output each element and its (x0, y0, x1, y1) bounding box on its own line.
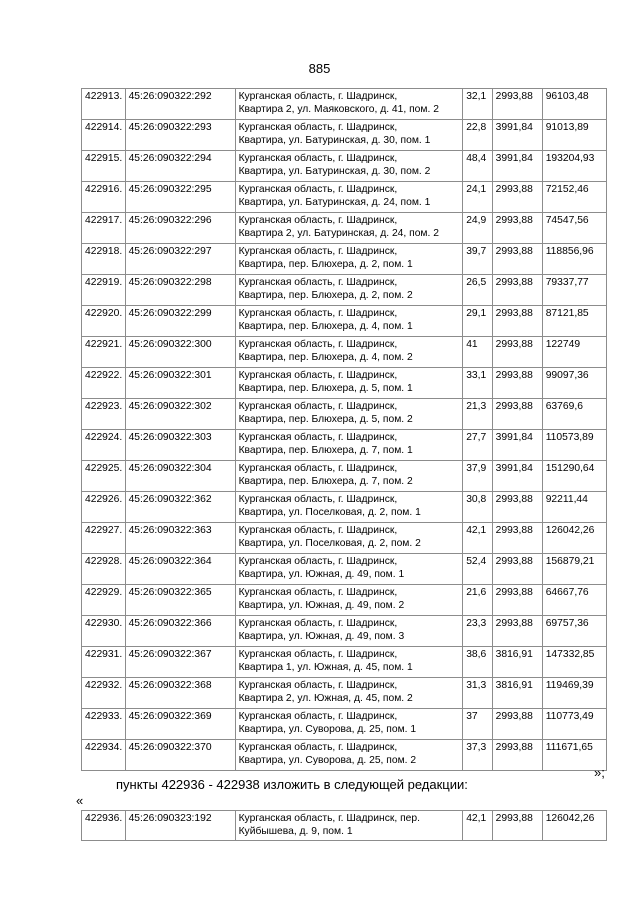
address-cell (235, 523, 463, 554)
rate-cell: 2993,88 (492, 275, 542, 306)
address-line-1: Курганская область, г. Шадринск, (238, 525, 398, 536)
amended-property-table (81, 810, 607, 841)
address-line-2: Квартира 2, ул. Батуринская, д. 24, пом. 2 (238, 227, 439, 239)
cadastral-number-cell: 45:26:090322:292 (125, 89, 235, 120)
table-row (82, 523, 607, 554)
address-cell (235, 709, 463, 740)
address-line-1: Курганская область, г. Шадринск, (238, 184, 398, 195)
total-value-cell: 92211,44 (542, 492, 606, 523)
address-cell (235, 647, 463, 678)
table-row (82, 275, 607, 306)
cadastral-number-cell: 45:26:090322:304 (125, 461, 235, 492)
cadastral-number-cell: 45:26:090322:369 (125, 709, 235, 740)
address-line-1: Курганская область, г. Шадринск, (238, 308, 398, 319)
total-value-cell: 79337,77 (542, 275, 606, 306)
rate-cell: 3991,84 (492, 430, 542, 461)
cadastral-number-cell: 45:26:090322:298 (125, 275, 235, 306)
area-cell: 21,6 (463, 585, 492, 616)
row-number-cell: 422919. (82, 275, 126, 306)
table-row (82, 492, 607, 523)
address-line-2: Квартира, пер. Блюхера, д. 7, пом. 2 (238, 475, 413, 487)
area-cell: 21,3 (463, 399, 492, 430)
table-row (82, 306, 607, 337)
cadastral-number-cell: 45:26:090322:365 (125, 585, 235, 616)
area-cell: 38,6 (463, 647, 492, 678)
address-line-1: Курганская область, г. Шадринск, (238, 618, 398, 629)
address-line-1: Курганская область, г. Шадринск, (238, 215, 398, 226)
row-number-cell: 422918. (82, 244, 126, 275)
address-cell (235, 275, 463, 306)
address-line-1: Курганская область, г. Шадринск, (238, 432, 398, 443)
area-cell: 48,4 (463, 151, 492, 182)
address-cell (235, 120, 463, 151)
rate-cell: 2993,88 (492, 616, 542, 647)
area-cell: 26,5 (463, 275, 492, 306)
cadastral-number-cell: 45:26:090322:368 (125, 678, 235, 709)
address-line-2: Квартира, ул. Батуринская, д. 30, пом. 2 (238, 165, 431, 177)
row-number-cell: 422928. (82, 554, 126, 585)
row-number-cell: 422915. (82, 151, 126, 182)
address-cell (235, 244, 463, 275)
rate-cell: 2993,88 (492, 492, 542, 523)
total-value-cell: 126042,26 (542, 811, 606, 841)
row-number-cell: 422932. (82, 678, 126, 709)
table-row (82, 213, 607, 244)
area-cell: 37 (463, 709, 492, 740)
total-value-cell: 110773,49 (542, 709, 606, 740)
total-value-cell: 96103,48 (542, 89, 606, 120)
area-cell: 33,1 (463, 368, 492, 399)
row-number-cell: 422924. (82, 430, 126, 461)
area-cell: 30,8 (463, 492, 492, 523)
address-line-1: Курганская область, г. Шадринск, (238, 494, 398, 505)
address-line-1: Курганская область, г. Шадринск, (238, 339, 398, 350)
rate-cell: 2993,88 (492, 182, 542, 213)
address-line-1: Курганская область, г. Шадринск, (238, 711, 398, 722)
address-line-2: Квартира, ул. Батуринская, д. 24, пом. 1 (238, 196, 431, 208)
address-cell (235, 585, 463, 616)
total-value-cell: 63769,6 (542, 399, 606, 430)
row-number-cell: 422933. (82, 709, 126, 740)
row-number-cell: 422922. (82, 368, 126, 399)
total-value-cell: 147332,85 (542, 647, 606, 678)
address-cell (235, 182, 463, 213)
area-cell: 23,3 (463, 616, 492, 647)
rate-cell: 2993,88 (492, 585, 542, 616)
row-number-cell: 422936. (82, 811, 126, 841)
address-cell (235, 616, 463, 647)
table-row (82, 120, 607, 151)
cadastral-number-cell: 45:26:090322:364 (125, 554, 235, 585)
table-row (82, 647, 607, 678)
cadastral-number-cell: 45:26:090323:192 (125, 811, 235, 841)
total-value-cell: 99097,36 (542, 368, 606, 399)
address-line-2: Квартира, ул. Южная, д. 49, пом. 1 (238, 568, 405, 580)
area-cell: 37,3 (463, 740, 492, 771)
rate-cell: 2993,88 (492, 89, 542, 120)
total-value-cell: 69757,36 (542, 616, 606, 647)
rate-cell: 2993,88 (492, 306, 542, 337)
address-line-1: Курганская область, г. Шадринск, (238, 587, 398, 598)
cadastral-number-cell: 45:26:090322:363 (125, 523, 235, 554)
address-line-2: Квартира, ул. Южная, д. 49, пом. 2 (238, 599, 405, 611)
cadastral-number-cell: 45:26:090322:300 (125, 337, 235, 368)
total-value-cell: 110573,89 (542, 430, 606, 461)
address-cell (235, 461, 463, 492)
address-line-2: Квартира, пер. Блюхера, д. 5, пом. 1 (238, 382, 413, 394)
total-value-cell: 91013,89 (542, 120, 606, 151)
cadastral-number-cell: 45:26:090322:302 (125, 399, 235, 430)
cadastral-number-cell: 45:26:090322:293 (125, 120, 235, 151)
rate-cell: 2993,88 (492, 523, 542, 554)
address-line-1: Курганская область, г. Шадринск, (238, 649, 398, 660)
address-line-2: Квартира, пер. Блюхера, д. 2, пом. 2 (238, 289, 413, 301)
rate-cell: 3991,84 (492, 151, 542, 182)
total-value-cell: 193204,93 (542, 151, 606, 182)
address-cell (235, 811, 463, 841)
address-line-1: Курганская область, г. Шадринск, (238, 277, 398, 288)
row-number-cell: 422934. (82, 740, 126, 771)
table-row (82, 399, 607, 430)
table-row (82, 554, 607, 585)
table-row (82, 430, 607, 461)
row-number-cell: 422923. (82, 399, 126, 430)
total-value-cell: 122749 (542, 337, 606, 368)
rate-cell: 2993,88 (492, 399, 542, 430)
row-number-cell: 422925. (82, 461, 126, 492)
rate-cell: 3816,91 (492, 678, 542, 709)
cadastral-number-cell: 45:26:090322:296 (125, 213, 235, 244)
area-cell: 39,7 (463, 244, 492, 275)
address-line-1: Курганская область, г. Шадринск, (238, 742, 398, 753)
cadastral-number-cell: 45:26:090322:370 (125, 740, 235, 771)
area-cell: 29,1 (463, 306, 492, 337)
row-number-cell: 422916. (82, 182, 126, 213)
table-row (82, 616, 607, 647)
row-number-cell: 422913. (82, 89, 126, 120)
address-line-2: Квартира, пер. Блюхера, д. 4, пом. 2 (238, 351, 413, 363)
rate-cell: 2993,88 (492, 368, 542, 399)
closing-quote-mark: »; (594, 765, 605, 780)
rate-cell: 2993,88 (492, 213, 542, 244)
table-row (82, 337, 607, 368)
row-number-cell: 422917. (82, 213, 126, 244)
address-cell (235, 554, 463, 585)
total-value-cell: 118856,96 (542, 244, 606, 275)
address-line-2: Квартира 1, ул. Южная, д. 45, пом. 1 (238, 661, 413, 673)
page-number: 885 (308, 61, 331, 76)
total-value-cell: 72152,46 (542, 182, 606, 213)
address-line-2: Квартира, ул. Поселковая, д. 2, пом. 2 (238, 537, 421, 549)
amendment-instruction: пункты 422936 - 422938 изложить в следующей редакции: (116, 777, 468, 792)
row-number-cell: 422914. (82, 120, 126, 151)
row-number-cell: 422921. (82, 337, 126, 368)
area-cell: 27,7 (463, 430, 492, 461)
area-cell: 41 (463, 337, 492, 368)
cadastral-number-cell: 45:26:090322:303 (125, 430, 235, 461)
table-row (82, 740, 607, 771)
address-line-1: Курганская область, г. Шадринск, (238, 153, 398, 164)
address-line-2: Квартира 2, ул. Южная, д. 45, пом. 2 (238, 692, 413, 704)
address-line-2: Квартира, ул. Суворова, д. 25, пом. 1 (238, 723, 417, 735)
address-cell (235, 368, 463, 399)
area-cell: 22,8 (463, 120, 492, 151)
total-value-cell: 156879,21 (542, 554, 606, 585)
address-line-2: Квартира, ул. Южная, д. 49, пом. 3 (238, 630, 405, 642)
rate-cell: 2993,88 (492, 244, 542, 275)
address-line-1: Курганская область, г. Шадринск, (238, 463, 398, 474)
address-line-2: Квартира, пер. Блюхера, д. 4, пом. 1 (238, 320, 413, 332)
address-cell (235, 678, 463, 709)
area-cell: 32,1 (463, 89, 492, 120)
address-line-2: Куйбышева, д. 9, пом. 1 (238, 825, 353, 837)
area-cell: 24,1 (463, 182, 492, 213)
table-row (82, 182, 607, 213)
rate-cell: 2993,88 (492, 740, 542, 771)
area-cell: 37,9 (463, 461, 492, 492)
address-cell (235, 213, 463, 244)
cadastral-number-cell: 45:26:090322:301 (125, 368, 235, 399)
address-line-1: Курганская область, г. Шадринск, (238, 246, 398, 257)
cadastral-number-cell: 45:26:090322:362 (125, 492, 235, 523)
cadastral-number-cell: 45:26:090322:295 (125, 182, 235, 213)
total-value-cell: 119469,39 (542, 678, 606, 709)
cadastral-number-cell: 45:26:090322:299 (125, 306, 235, 337)
table-row (82, 244, 607, 275)
rate-cell: 2993,88 (492, 337, 542, 368)
address-cell (235, 492, 463, 523)
table-row (82, 678, 607, 709)
address-line-1: Курганская область, г. Шадринск, (238, 122, 398, 133)
area-cell: 42,1 (463, 811, 492, 841)
cadastral-number-cell: 45:26:090322:297 (125, 244, 235, 275)
address-line-2: Квартира, пер. Блюхера, д. 7, пом. 1 (238, 444, 413, 456)
table-row (82, 151, 607, 182)
table-row (82, 89, 607, 120)
rate-cell: 2993,88 (492, 554, 542, 585)
rate-cell: 2993,88 (492, 811, 542, 841)
area-cell: 31,3 (463, 678, 492, 709)
cadastral-number-cell: 45:26:090322:366 (125, 616, 235, 647)
address-line-2: Квартира 2, ул. Маяковского, д. 41, пом. 2 (238, 103, 439, 115)
row-number-cell: 422931. (82, 647, 126, 678)
total-value-cell: 111671,65 (542, 740, 606, 771)
rate-cell: 2993,88 (492, 709, 542, 740)
row-number-cell: 422929. (82, 585, 126, 616)
opening-quote-mark: « (76, 793, 84, 808)
rate-cell: 3816,91 (492, 647, 542, 678)
address-cell (235, 430, 463, 461)
row-number-cell: 422920. (82, 306, 126, 337)
table-row (82, 368, 607, 399)
address-cell (235, 740, 463, 771)
row-number-cell: 422927. (82, 523, 126, 554)
address-line-2: Квартира, ул. Суворова, д. 25, пом. 2 (238, 754, 417, 766)
cadastral-number-cell: 45:26:090322:367 (125, 647, 235, 678)
rate-cell: 3991,84 (492, 120, 542, 151)
total-value-cell: 74547,56 (542, 213, 606, 244)
address-line-1: Курганская область, г. Шадринск, (238, 91, 398, 102)
area-cell: 24,9 (463, 213, 492, 244)
address-line-2: Квартира, ул. Батуринская, д. 30, пом. 1 (238, 134, 431, 146)
address-line-2: Квартира, пер. Блюхера, д. 5, пом. 2 (238, 413, 413, 425)
total-value-cell: 87121,85 (542, 306, 606, 337)
address-line-1: Курганская область, г. Шадринск, пер. (238, 813, 420, 824)
area-cell: 52,4 (463, 554, 492, 585)
cadastral-number-cell: 45:26:090322:294 (125, 151, 235, 182)
address-line-1: Курганская область, г. Шадринск, (238, 370, 398, 381)
row-number-cell: 422930. (82, 616, 126, 647)
address-line-1: Курганская область, г. Шадринск, (238, 680, 398, 691)
address-line-2: Квартира, пер. Блюхера, д. 2, пом. 1 (238, 258, 413, 270)
rate-cell: 3991,84 (492, 461, 542, 492)
total-value-cell: 64667,76 (542, 585, 606, 616)
property-table (81, 88, 607, 771)
address-cell (235, 306, 463, 337)
table-row (82, 461, 607, 492)
total-value-cell: 126042,26 (542, 523, 606, 554)
row-number-cell: 422926. (82, 492, 126, 523)
area-cell: 42,1 (463, 523, 492, 554)
table-row (82, 709, 607, 740)
address-cell (235, 151, 463, 182)
address-cell (235, 337, 463, 368)
total-value-cell: 151290,64 (542, 461, 606, 492)
address-cell (235, 399, 463, 430)
address-cell (235, 89, 463, 120)
address-line-1: Курганская область, г. Шадринск, (238, 556, 398, 567)
table-row (82, 585, 607, 616)
address-line-2: Квартира, ул. Поселковая, д. 2, пом. 1 (238, 506, 421, 518)
table-row (82, 811, 607, 841)
address-line-1: Курганская область, г. Шадринск, (238, 401, 398, 412)
